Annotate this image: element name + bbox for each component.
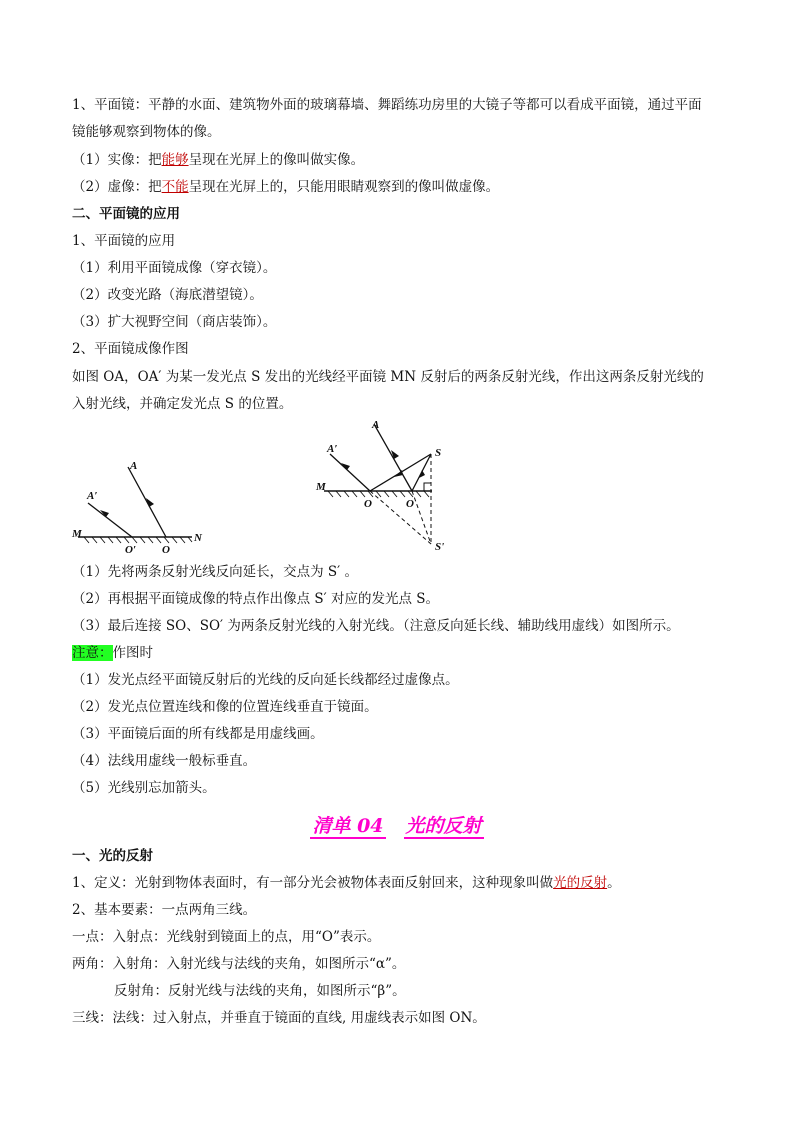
keyword-cannot: 不能 (161, 179, 189, 195)
note-item: （5）光线别忘加箭头。 (72, 780, 216, 796)
note-line: 注意：作图时 (72, 645, 153, 661)
label-n: N (194, 532, 202, 544)
extension-dashed-line (412, 491, 431, 544)
use-item: （3）扩大视野空间（商店装饰）。 (72, 314, 277, 330)
drawing-problem: 如图 OA，OA′ 为某一发光点 S 发出的光线经平面镜 MN 反射后的两条反射光线，作出这两条反射光线的 入射光线，并确定发光点 S 的位置。 (72, 369, 704, 412)
real-image-definition: （1）实像：把能够呈现在光屏上的像叫做实像。 (72, 152, 365, 168)
subheading-drawing: 2、平面镜成像作图 (72, 341, 189, 357)
reflected-ray-oa-prime (88, 503, 132, 537)
title-number: 清单 04 (312, 815, 384, 837)
label-a: A (130, 460, 138, 472)
label-m: M (316, 481, 326, 493)
arrow-icon (419, 470, 425, 478)
section-heading-applications: 二、平面镜的应用 (72, 206, 180, 222)
label-a: A (372, 419, 380, 431)
element-angle-reflection: 反射角：反射光线与法线的夹角，如图所示“β”。 (114, 983, 406, 999)
label-o-prime: O′ (125, 544, 137, 555)
note-item: （4）法线用虚线一般标垂直。 (72, 753, 257, 769)
step-item: （2）再根据平面镜成像的特点作出像点 S′ 对应的发光点 S。 (72, 591, 440, 607)
label-s: S (435, 447, 442, 459)
mirror-hatching (328, 491, 429, 497)
reflected-ray-oa (128, 467, 166, 537)
note-item: （3）平面镜后面的所有线都是用虚线画。 (72, 726, 324, 742)
reflected-ray-oa (374, 424, 412, 491)
virtual-image-definition: （2）虚像：把不能呈现在光屏上的，只能用眼睛观察到的像叫做虚像。 (72, 179, 500, 195)
title-text: 光的反射 (405, 815, 482, 837)
label-a-prime: A′ (327, 443, 338, 455)
left-mirror-figure (70, 455, 230, 555)
right-mirror-figure (312, 416, 462, 556)
step-item: （3）最后连接 SO、SO′ 为两条反射光线的入射光线。（注意反向延长线、辅助线用虚线）如图所示。 (72, 618, 680, 634)
keyword-reflection: 光的反射 (553, 875, 608, 891)
reflection-definition: 1、定义：光射到物体表面时，有一部分光会被物体表面反射回来，这种现象叫做光的反射。 (72, 875, 621, 891)
label-s-prime: S' (435, 541, 445, 553)
arrow-icon (394, 470, 403, 477)
section-title (0, 811, 794, 838)
subheading-applications: 1、平面镜的应用 (72, 233, 176, 249)
section-heading-reflection: 一、光的反射 (72, 848, 153, 864)
label-o: O (364, 498, 372, 510)
element-point: 一点：入射点：光线射到镜面上的点，用“O”表示。 (72, 929, 381, 945)
step-item: （1）先将两条反射光线反向延长，交点为 S′ 。 (72, 564, 358, 580)
label-a-prime: A′ (87, 490, 98, 502)
plane-mirror-definition: 1、平面镜：平静的水面、建筑物外面的玻璃幕墙、舞蹈练功房里的大镜子等都可以看成平面镜，通过平面 镜能够观察到物体的像。 (72, 97, 702, 140)
element-normal-line: 三线：法线：过入射点，并垂直于镜面的直线, 用虚线表示如图 ON。 (72, 1010, 486, 1026)
basic-elements: 2、基本要素：一点两角三线。 (72, 902, 257, 918)
use-item: （2）改变光路（海底潜望镜）。 (72, 287, 263, 303)
label-m: M (72, 528, 82, 540)
keyword-can: 能够 (161, 152, 189, 168)
label-o: O (162, 544, 170, 555)
label-o: O (406, 498, 414, 510)
mirror-hatching (84, 537, 192, 543)
use-item: （1）利用平面镜成像（穿衣镜）。 (72, 260, 277, 276)
note-label: 注意： (72, 645, 113, 661)
reflected-ray-oa-prime (330, 454, 370, 491)
arrow-icon (391, 450, 399, 459)
note-item: （1）发光点经平面镜反射后的光线的反向延长线都经过虚像点。 (72, 672, 459, 688)
note-item: （2）发光点位置连线和像的位置连线垂直于镜面。 (72, 699, 378, 715)
right-angle-mark (424, 483, 431, 491)
element-angle-incidence: 两角：入射角：入射光线与法线的夹角，如图所示“α”。 (72, 956, 406, 972)
